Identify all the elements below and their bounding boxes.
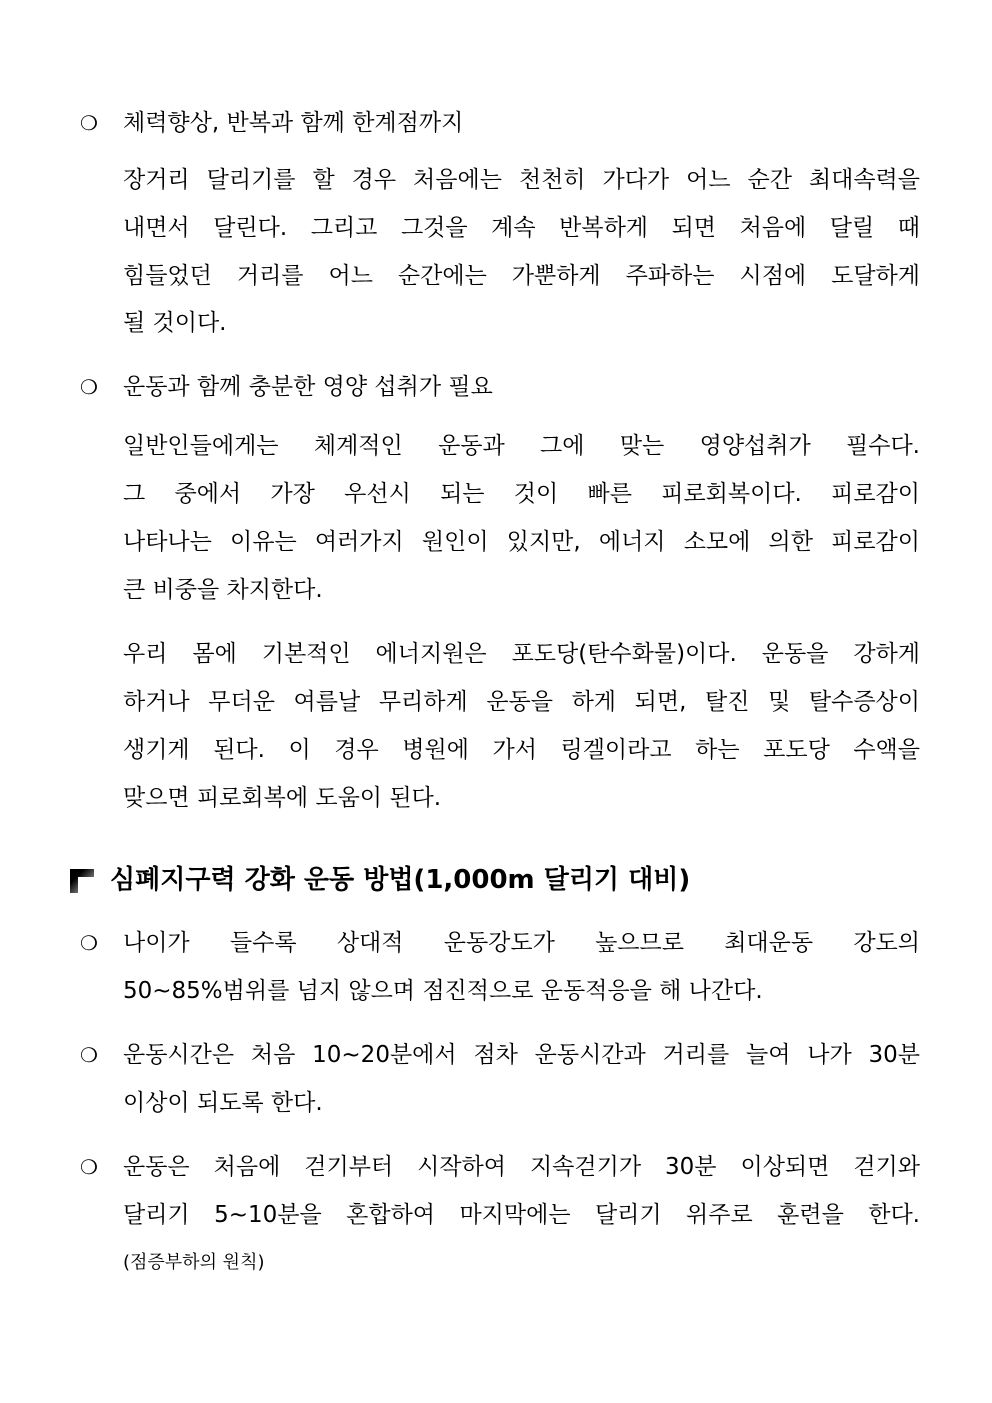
bullet-title: 체력향상, 반복과 함께 한계점까지 [123,110,464,136]
body-line: 될 것이다. [123,310,227,336]
body-line: 일반인들에게는 체계적인 운동과 그에 맞는 영양섭취가 필수다. [123,433,920,459]
section-heading: 심폐지구력 강화 운동 방법(1,000m 달리기 대비) [110,865,691,895]
body-line: 우리 몸에 기본적인 에너지원은 포도당(탄수화물)이다. 운동을 강하게 [123,641,920,667]
body-line: 장거리 달리기를 할 경우 처음에는 천천히 가다가 어느 순간 최대속력을 [123,167,920,193]
body-line: 그 중에서 가장 우선시 되는 것이 빠른 피로회복이다. 피로감이 [123,481,920,507]
body-line: 큰 비중을 차지한다. [123,577,323,603]
bullet-icon: ❍ [80,375,98,399]
body-line: 맞으면 피로회복에 도움이 된다. [123,785,442,811]
body-line: 운동시간은 처음 10~20분에서 점차 운동시간과 거리를 늘여 나가 30분 [123,1042,920,1068]
body-line: 생기게 된다. 이 경우 병원에 가서 링겔이라고 하는 포도당 수액을 [123,737,920,763]
body-note: (점증부하의 원칙) [123,1252,265,1273]
body-line: 나타나는 이유는 여러가지 원인이 있지만, 에너지 소모에 의한 피로감이 [123,529,920,555]
body-line: 하거나 무더운 여름날 무리하게 운동을 하게 되면, 탈진 및 탈수증상이 [123,689,920,715]
body-line: 나이가 들수록 상대적 운동강도가 높으므로 최대운동 강도의 [123,930,920,956]
bullet-icon: ❍ [80,111,98,135]
body-line: 힘들었던 거리를 어느 순간에는 가뿐하게 주파하는 시점에 도달하게 [123,263,920,289]
bullet-icon: ❍ [80,1043,98,1067]
bullet-icon: ❍ [80,931,98,955]
body-line: 이상이 되도록 한다. [123,1090,323,1116]
body-line: 내면서 달린다. 그리고 그것을 계속 반복하게 되면 처음에 달릴 때 [123,215,920,241]
bullet-title: 운동과 함께 충분한 영양 섭취가 필요 [123,374,493,400]
body-line: 50~85%범위를 넘지 않으며 점진적으로 운동적응을 해 나간다. [123,978,763,1004]
heading-square-icon [70,869,94,893]
body-line: 달리기 5~10분을 혼합하여 마지막에는 달리기 위주로 훈련을 한다. [123,1202,920,1228]
body-line: 운동은 처음에 걷기부터 시작하여 지속걷기가 30분 이상되면 걷기와 [123,1154,920,1180]
bullet-icon: ❍ [80,1155,98,1179]
